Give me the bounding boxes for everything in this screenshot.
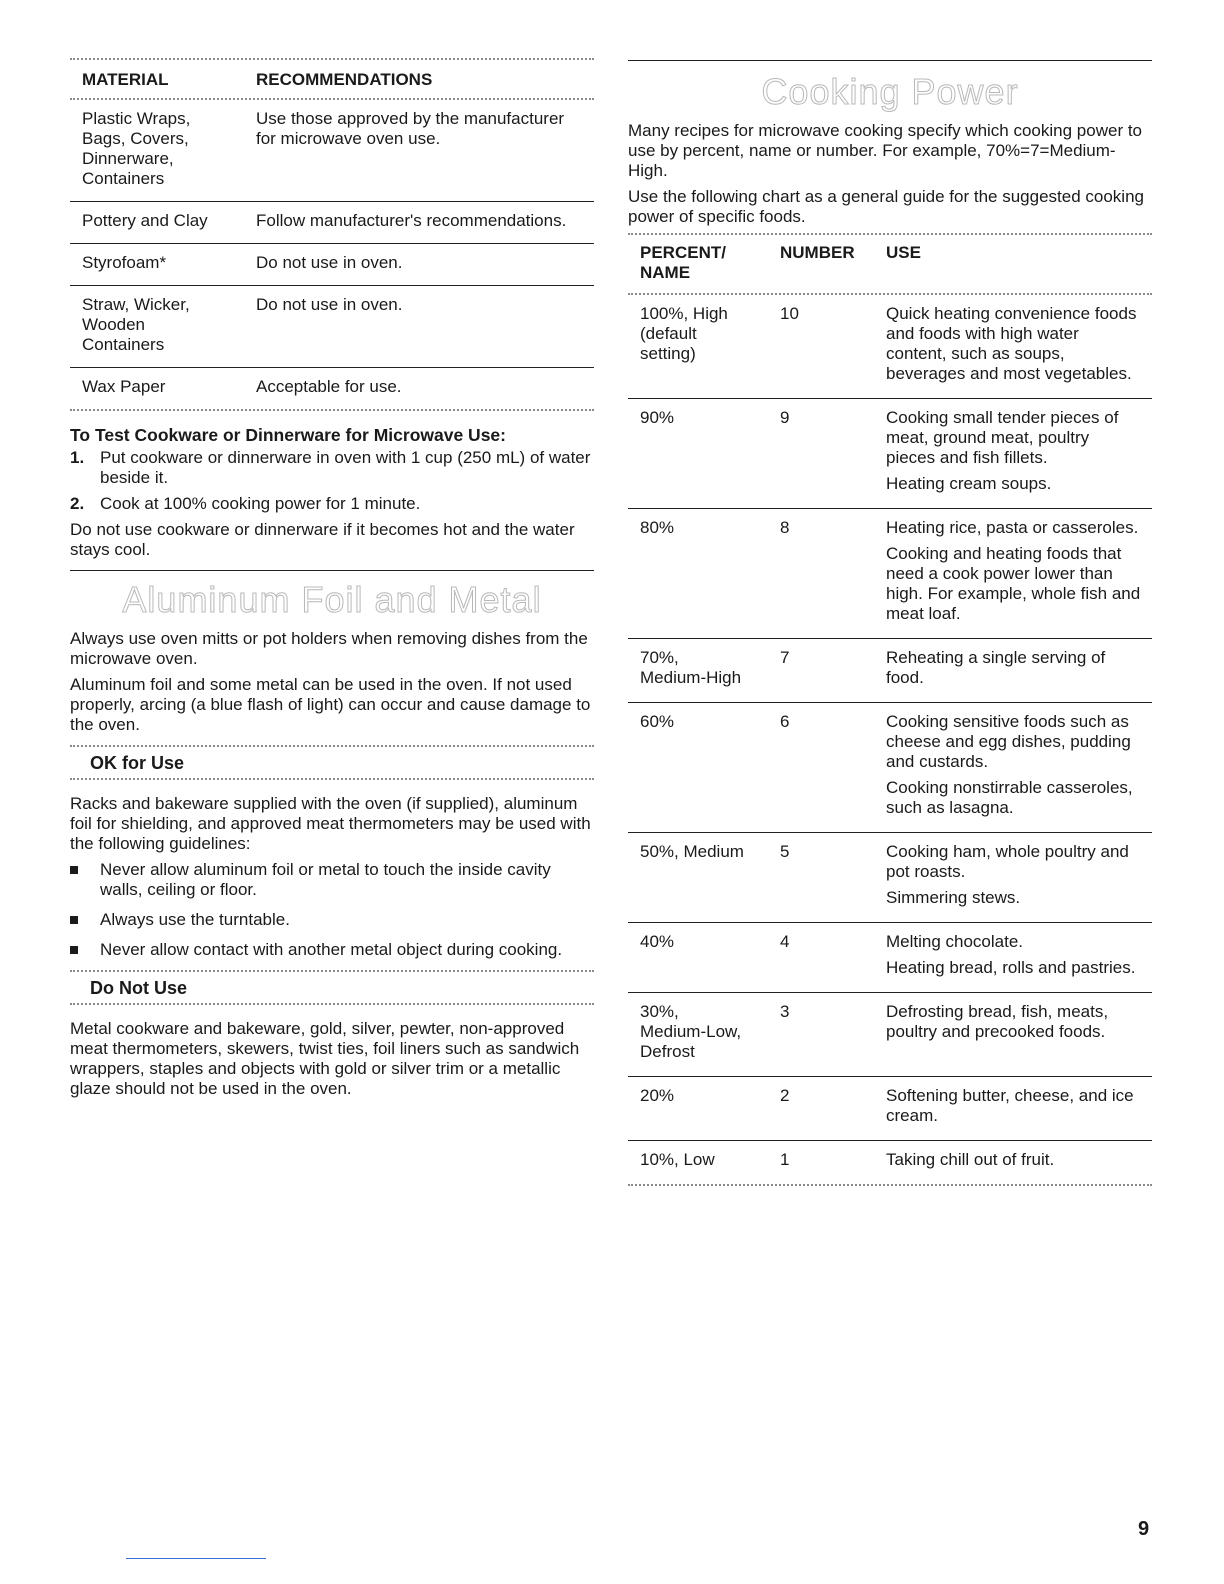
foil-paragraph: Always use oven mitts or pot holders when removing dishes from the microwave oven. bbox=[70, 629, 588, 668]
material-cell: Pottery and Clay bbox=[82, 211, 208, 230]
bullet-icon bbox=[70, 940, 100, 960]
number-cell: 5 bbox=[780, 842, 790, 861]
number-cell: 1 bbox=[780, 1150, 790, 1169]
table-row bbox=[628, 923, 1152, 992]
list-item bbox=[70, 494, 594, 514]
use-text: Cooking nonstirrable casseroles, such as lasagna. bbox=[886, 778, 1133, 817]
left-column bbox=[70, 58, 594, 1105]
use-cell bbox=[886, 518, 1152, 624]
recommendation-cell: Do not use in oven. bbox=[256, 253, 403, 272]
use-text: Softening butter, cheese, and ice cream. bbox=[886, 1086, 1134, 1125]
step-number: 1. bbox=[70, 448, 85, 467]
use-cell bbox=[886, 1086, 1152, 1126]
use-text: Cooking ham, whole poultry and pot roasts. bbox=[886, 842, 1129, 881]
material-cell: Styrofoam* bbox=[82, 253, 167, 272]
use-text: Heating cream soups. bbox=[886, 474, 1052, 493]
use-cell bbox=[886, 648, 1152, 688]
use-text: Simmering stews. bbox=[886, 888, 1021, 907]
bullet-text: Never allow contact with another metal object during cooking. bbox=[100, 940, 563, 959]
do-not-use-text: Metal cookware and bakeware, gold, silver, pewter, non-approved meat thermometers, skewers, twist ties, foil liners such as sandwich wrappers, staples and objects with gold or silver trim or a metallic glaze should not be used in the oven. bbox=[70, 1019, 580, 1098]
number-cell: 6 bbox=[780, 712, 790, 731]
percent-cell: 100%, High (default setting) bbox=[640, 304, 728, 363]
table-row bbox=[70, 286, 594, 367]
table-row bbox=[628, 833, 1152, 922]
list-item bbox=[70, 448, 594, 488]
material-cell: Wax Paper bbox=[82, 377, 166, 396]
list-item bbox=[70, 910, 594, 930]
test-heading: To Test Cookware or Dinnerware for Microwave Use: bbox=[70, 425, 506, 445]
recommendation-cell: Do not use in oven. bbox=[256, 295, 403, 314]
divider bbox=[628, 1184, 1152, 1186]
material-cell: Straw, Wicker, Wooden Containers bbox=[82, 295, 190, 354]
percent-cell: 80% bbox=[640, 518, 675, 537]
table-row bbox=[628, 509, 1152, 638]
do-not-use-heading: Do Not Use bbox=[90, 978, 188, 998]
bullet-icon bbox=[70, 910, 100, 930]
recommendation-cell: Follow manufacturer's recommendations. bbox=[256, 211, 567, 230]
step-number: 2. bbox=[70, 494, 85, 513]
table-row bbox=[70, 100, 594, 201]
page-number: 9 bbox=[1138, 1518, 1150, 1540]
table-row bbox=[628, 993, 1152, 1076]
use-cell bbox=[886, 1150, 1152, 1170]
step-text: Cook at 100% cooking power for 1 minute. bbox=[100, 494, 421, 513]
divider bbox=[70, 778, 594, 780]
bullet-text: Always use the turntable. bbox=[100, 910, 290, 929]
recommendation-cell: Use those approved by the manufacturer for microwave oven use. bbox=[256, 109, 565, 148]
use-text: Cooking small tender pieces of meat, ground meat, poultry pieces and fish fillets. bbox=[886, 408, 1119, 467]
percent-cell: 50%, Medium bbox=[640, 842, 744, 861]
recommendation-cell: Acceptable for use. bbox=[256, 377, 402, 396]
percent-cell: 10%, Low bbox=[640, 1150, 715, 1169]
bullet-text: Never allow aluminum foil or metal to touch the inside cavity walls, ceiling or floor. bbox=[100, 860, 551, 899]
percent-cell: 40% bbox=[640, 932, 675, 951]
use-text: Taking chill out of fruit. bbox=[886, 1150, 1055, 1169]
use-cell bbox=[886, 304, 1152, 384]
step-text: Put cookware or dinnerware in oven with 1 cup (250 mL) of water beside it. bbox=[100, 448, 591, 487]
divider bbox=[70, 1003, 594, 1005]
section-title-foil: Aluminum Foil and Metal bbox=[122, 579, 542, 620]
use-text: Heating bread, rolls and pastries. bbox=[886, 958, 1136, 977]
header-material: MATERIAL bbox=[82, 70, 169, 89]
number-cell: 9 bbox=[780, 408, 790, 427]
bullet-icon bbox=[70, 860, 100, 900]
power-table-header bbox=[628, 235, 1152, 293]
power-table-body bbox=[628, 295, 1152, 1184]
table-row bbox=[628, 1141, 1152, 1184]
header-percent-name: PERCENT/ NAME bbox=[640, 243, 726, 282]
number-cell: 10 bbox=[780, 304, 799, 323]
use-text: Defrosting bread, fish, meats, poultry and precooked foods. bbox=[886, 1002, 1109, 1041]
use-text: Cooking sensitive foods such as cheese and egg dishes, pudding and custards. bbox=[886, 712, 1131, 771]
right-column bbox=[628, 60, 1152, 1186]
use-text: Reheating a single serving of food. bbox=[886, 648, 1106, 687]
table-row bbox=[70, 202, 594, 243]
use-cell bbox=[886, 842, 1152, 908]
number-cell: 2 bbox=[780, 1086, 790, 1105]
number-cell: 3 bbox=[780, 1002, 790, 1021]
section-divider bbox=[70, 570, 594, 571]
percent-cell: 70%, Medium-High bbox=[640, 648, 742, 687]
use-cell bbox=[886, 932, 1152, 978]
number-cell: 7 bbox=[780, 648, 790, 667]
ok-for-use-text: Racks and bakeware supplied with the oven (if supplied), aluminum foil for shielding, and approved meat thermometers may be used with the following guidelines: bbox=[70, 794, 591, 853]
power-paragraph: Many recipes for microwave cooking specify which cooking power to use by percent, name or number. For example, 70%=7=Medium-High. bbox=[628, 121, 1143, 180]
section-divider bbox=[628, 60, 1152, 61]
percent-cell: 30%, Medium-Low, Defrost bbox=[640, 1002, 742, 1061]
table-row bbox=[628, 295, 1152, 398]
table-row bbox=[70, 244, 594, 285]
percent-cell: 60% bbox=[640, 712, 675, 731]
header-use: USE bbox=[886, 243, 921, 262]
use-text: Melting chocolate. bbox=[886, 932, 1024, 951]
section-title-cooking-power: Cooking Power bbox=[761, 71, 1019, 112]
test-steps bbox=[70, 448, 594, 514]
percent-cell: 90% bbox=[640, 408, 675, 427]
table-row bbox=[628, 399, 1152, 508]
footer-rule bbox=[126, 1558, 266, 1559]
table-row bbox=[628, 703, 1152, 832]
foil-paragraph: Aluminum foil and some metal can be used in the oven. If not used properly, arcing (a blue flash of light) can occur and cause damage to the oven. bbox=[70, 675, 591, 734]
table-row bbox=[70, 368, 594, 409]
list-item bbox=[70, 860, 594, 900]
power-paragraph: Use the following chart as a general guide for the suggested cooking power of specific foods. bbox=[628, 187, 1144, 226]
test-note: Do not use cookware or dinnerware if it becomes hot and the water stays cool. bbox=[70, 520, 575, 559]
use-text: Cooking and heating foods that need a cook power lower than high. For example, whole fish and meat loaf. bbox=[886, 544, 1141, 623]
material-cell: Plastic Wraps, Bags, Covers, Dinnerware, Containers bbox=[82, 109, 191, 188]
use-cell bbox=[886, 712, 1152, 818]
use-text: Quick heating convenience foods and foods with high water content, such as soups, beverages and most vegetables. bbox=[886, 304, 1137, 383]
use-text: Heating rice, pasta or casseroles. bbox=[886, 518, 1139, 537]
materials-table-header bbox=[70, 60, 594, 98]
list-item bbox=[70, 940, 594, 960]
use-cell bbox=[886, 1002, 1152, 1062]
table-row bbox=[628, 1077, 1152, 1140]
guidelines-list bbox=[70, 860, 594, 960]
header-recommendations: RECOMMENDATIONS bbox=[256, 70, 433, 89]
percent-cell: 20% bbox=[640, 1086, 675, 1105]
number-cell: 4 bbox=[780, 932, 790, 951]
table-row bbox=[628, 639, 1152, 702]
number-cell: 8 bbox=[780, 518, 790, 537]
header-number: NUMBER bbox=[780, 243, 855, 262]
use-cell bbox=[886, 408, 1152, 494]
divider bbox=[70, 409, 594, 411]
ok-for-use-heading: OK for Use bbox=[90, 753, 185, 773]
